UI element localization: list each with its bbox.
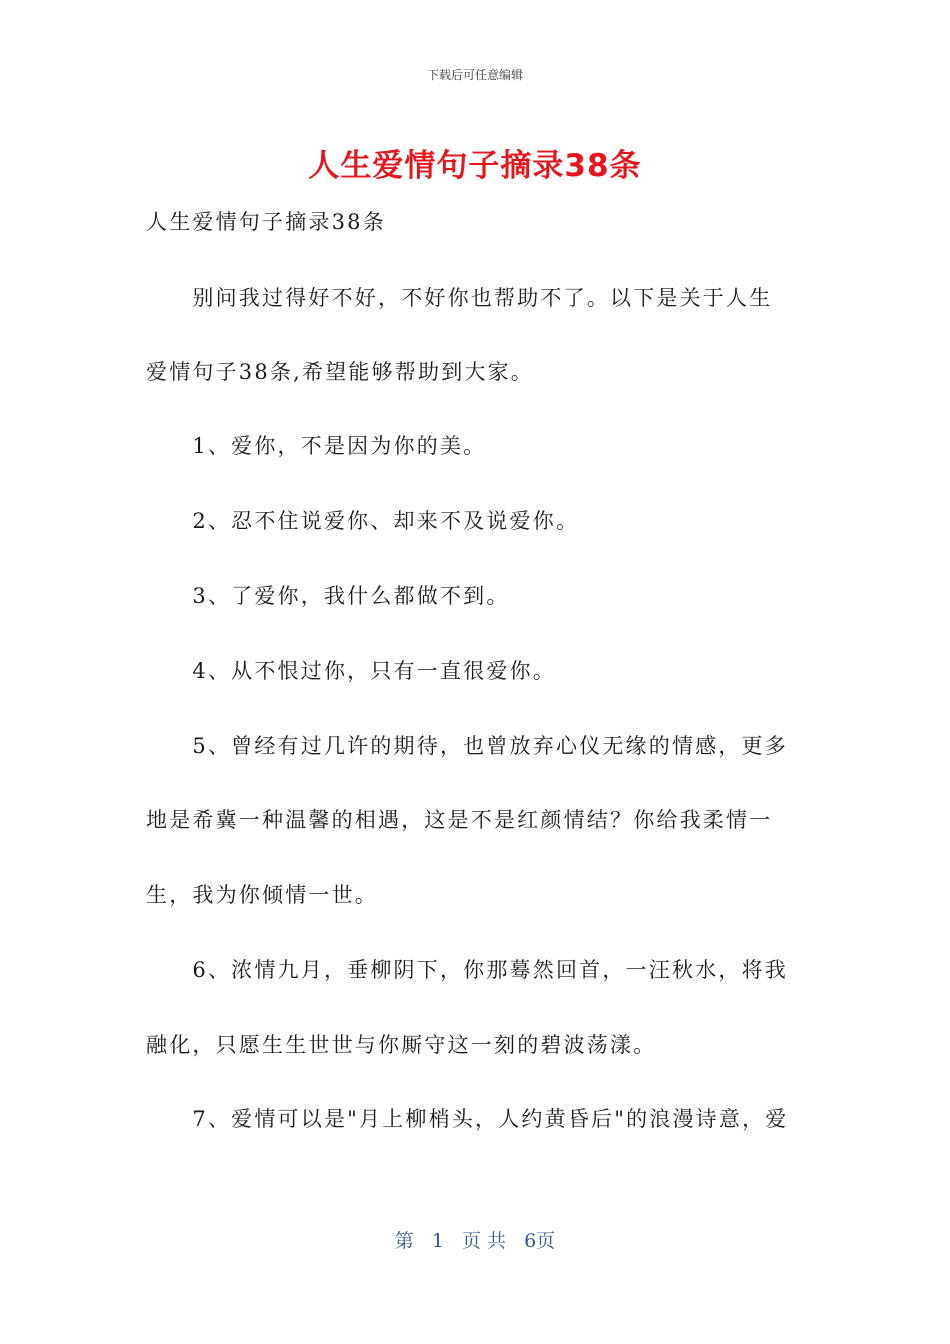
paragraph-line: 4、从不恨过你，只有一直很爱你。 xyxy=(146,659,556,683)
footer-total-pages: 6页 xyxy=(524,1230,556,1252)
footer-page-number: 1 xyxy=(431,1230,444,1252)
paragraph-line: 6、浓情九月，垂柳阴下，你那蓦然回首，一汪秋水，将我 xyxy=(146,958,788,982)
paragraph-line: 爱情句子38条,希望能够帮助到大家。 xyxy=(146,360,534,384)
paragraph-line: 融化，只愿生生世世与你厮守这一刻的碧波荡漾。 xyxy=(146,1033,657,1057)
paragraph-line: 地是希冀一种温馨的相遇，这是不是红颜情结？你给我柔情一 xyxy=(146,808,773,832)
footer-prefix: 第 xyxy=(394,1230,414,1252)
header-note: 下载后可任意编辑 xyxy=(426,68,523,82)
paragraph-line: 别问我过得好不好，不好你也帮助不了。以下是关于人生 xyxy=(146,286,773,310)
paragraph-line: 2、忍不住说爱你、却来不及说爱你。 xyxy=(146,509,580,533)
page-footer xyxy=(0,1226,950,1253)
paragraph-line: 3、了爱你，我什么都做不到。 xyxy=(146,584,510,608)
paragraph-line: 人生爱情句子摘录38条 xyxy=(146,210,386,234)
document-title: 人生爱情句子摘录38条 xyxy=(308,148,642,184)
paragraph-line: 5、曾经有过几许的期待，也曾放弃心仪无缘的情感，更多 xyxy=(146,734,788,758)
footer-middle: 页 共 xyxy=(462,1230,507,1252)
paragraph-line: 生，我为你倾情一世。 xyxy=(146,883,378,907)
paragraph-line: 7、爱情可以是"月上柳梢头，人约黄昏后"的浪漫诗意，爱 xyxy=(146,1107,789,1131)
paragraph-line: 1、爱你，不是因为你的美。 xyxy=(146,434,487,458)
